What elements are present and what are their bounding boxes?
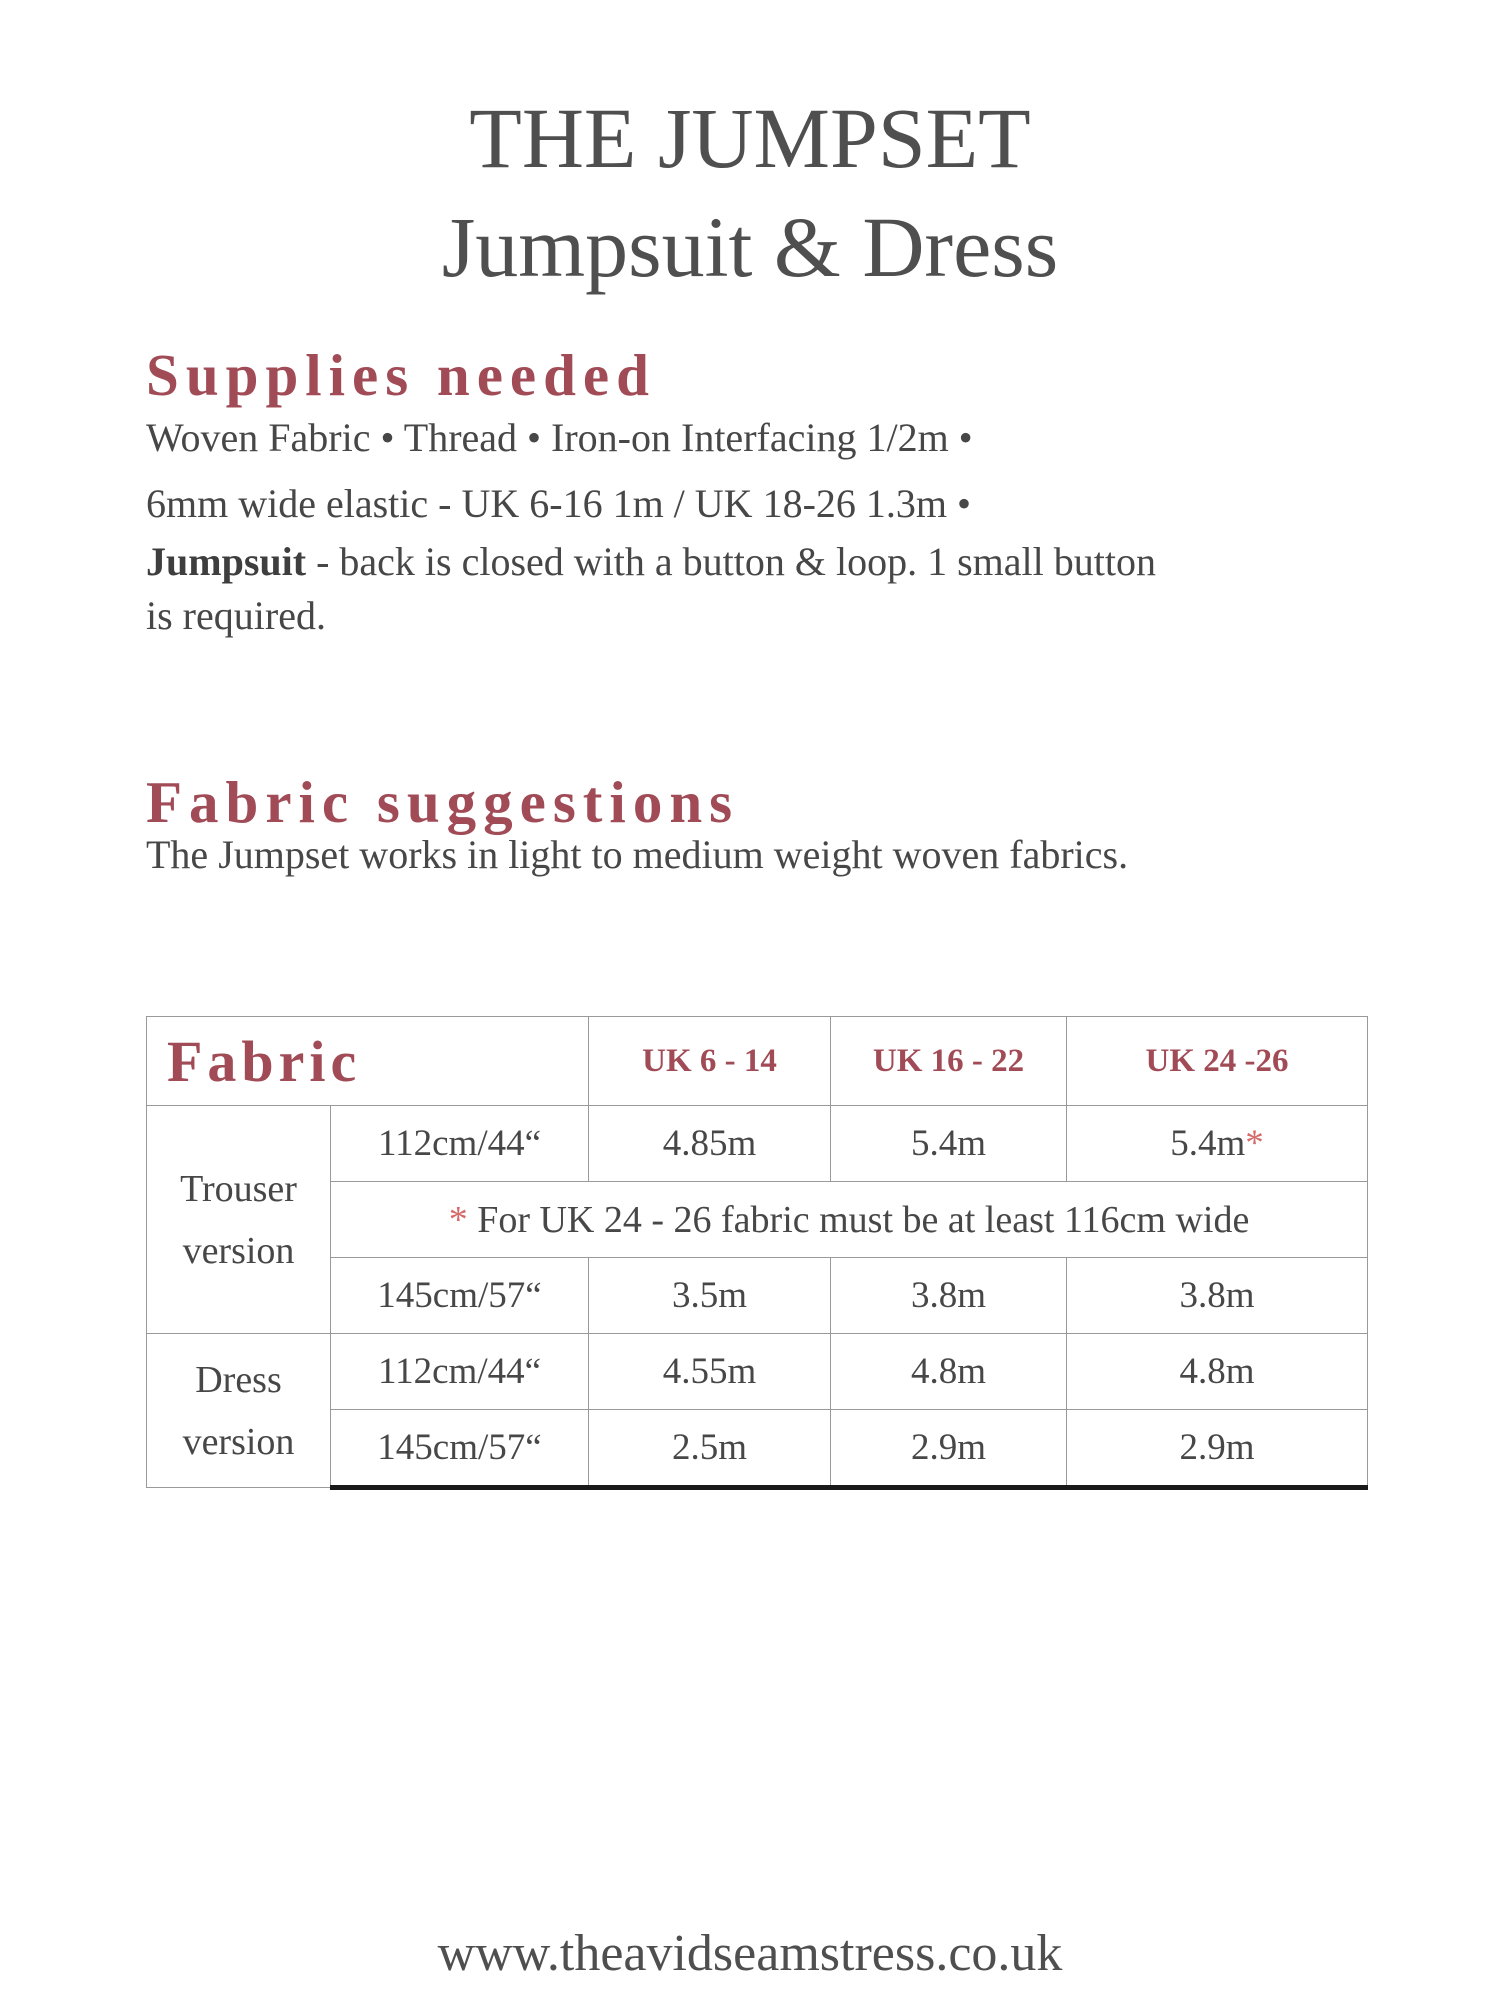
table-row [147, 1410, 1368, 1488]
dress-label-line2: version [182, 1420, 295, 1463]
fabric-requirements-table [146, 1016, 1368, 1490]
table-cell: 3.8m [1067, 1258, 1368, 1334]
supplies-line-2: 6mm wide elastic - UK 6-16 1m / UK 18-26 1.3m • [146, 481, 971, 526]
asterisk-mark: * [448, 1198, 468, 1241]
fabric-suggestions-text: The Jumpset works in light to medium weight woven fabrics. [146, 832, 1129, 877]
table-cell: 2.9m [1067, 1410, 1368, 1488]
table-cell: 3.8m [831, 1258, 1067, 1334]
table-cell: 5.4m [831, 1106, 1067, 1182]
fabric-width-cell: 145cm/57“ [331, 1258, 589, 1334]
table-row [147, 1106, 1368, 1182]
note-text: For UK 24 - 26 fabric must be at least 116cm wide [467, 1198, 1250, 1241]
size-header-uk-24-26: UK 24 -26 [1067, 1017, 1368, 1106]
table-cell: 3.5m [589, 1258, 831, 1334]
wide-fabric-note [331, 1182, 1368, 1258]
trouser-label-line2: version [182, 1229, 295, 1272]
dress-label-line1: Dress [195, 1358, 282, 1401]
table-cell: 2.5m [589, 1410, 831, 1488]
jumpsuit-label: Jumpsuit [146, 539, 307, 584]
asterisk-mark: * [1245, 1123, 1264, 1164]
dress-version-label [147, 1334, 331, 1488]
page-title-line2: Jumpsuit & Dress [441, 199, 1059, 295]
table-corner-heading: Fabric [147, 1017, 589, 1106]
supplies-line-3 [146, 539, 1156, 584]
table-cell: 4.85m [589, 1106, 831, 1182]
fabric-width-cell: 112cm/44“ [331, 1106, 589, 1182]
table-cell: 4.8m [831, 1334, 1067, 1410]
trouser-label-line1: Trouser [180, 1167, 297, 1210]
table-cell: 4.8m [1067, 1334, 1368, 1410]
supplies-line-3-text: - back is closed with a button & loop. 1 small button [306, 539, 1156, 584]
fabric-suggestions-heading: Fabric suggestions [146, 769, 740, 835]
table-cell [1067, 1106, 1368, 1182]
table-cell: 4.55m [589, 1334, 831, 1410]
table-row [147, 1334, 1368, 1410]
table-row [147, 1258, 1368, 1334]
supplies-line-1: Woven Fabric • Thread • Iron-on Interfacing 1/2m • [146, 415, 973, 460]
table-note-row [147, 1182, 1368, 1258]
footer-website-url: www.theavidseamstress.co.uk [437, 1925, 1063, 1982]
fabric-width-cell: 112cm/44“ [331, 1334, 589, 1410]
table-header-row [147, 1017, 1368, 1106]
supplies-heading: Supplies needed [146, 342, 656, 408]
size-header-uk-6-14: UK 6 - 14 [589, 1017, 831, 1106]
table-cell: 2.9m [831, 1410, 1067, 1488]
size-header-uk-16-22: UK 16 - 22 [831, 1017, 1067, 1106]
fabric-width-cell: 145cm/57“ [331, 1410, 589, 1488]
table-cell-value: 5.4m [1170, 1123, 1246, 1164]
page-title-line1: THE JUMPSET [469, 90, 1031, 186]
trouser-version-label [147, 1106, 331, 1334]
supplies-line-4: is required. [146, 593, 326, 638]
